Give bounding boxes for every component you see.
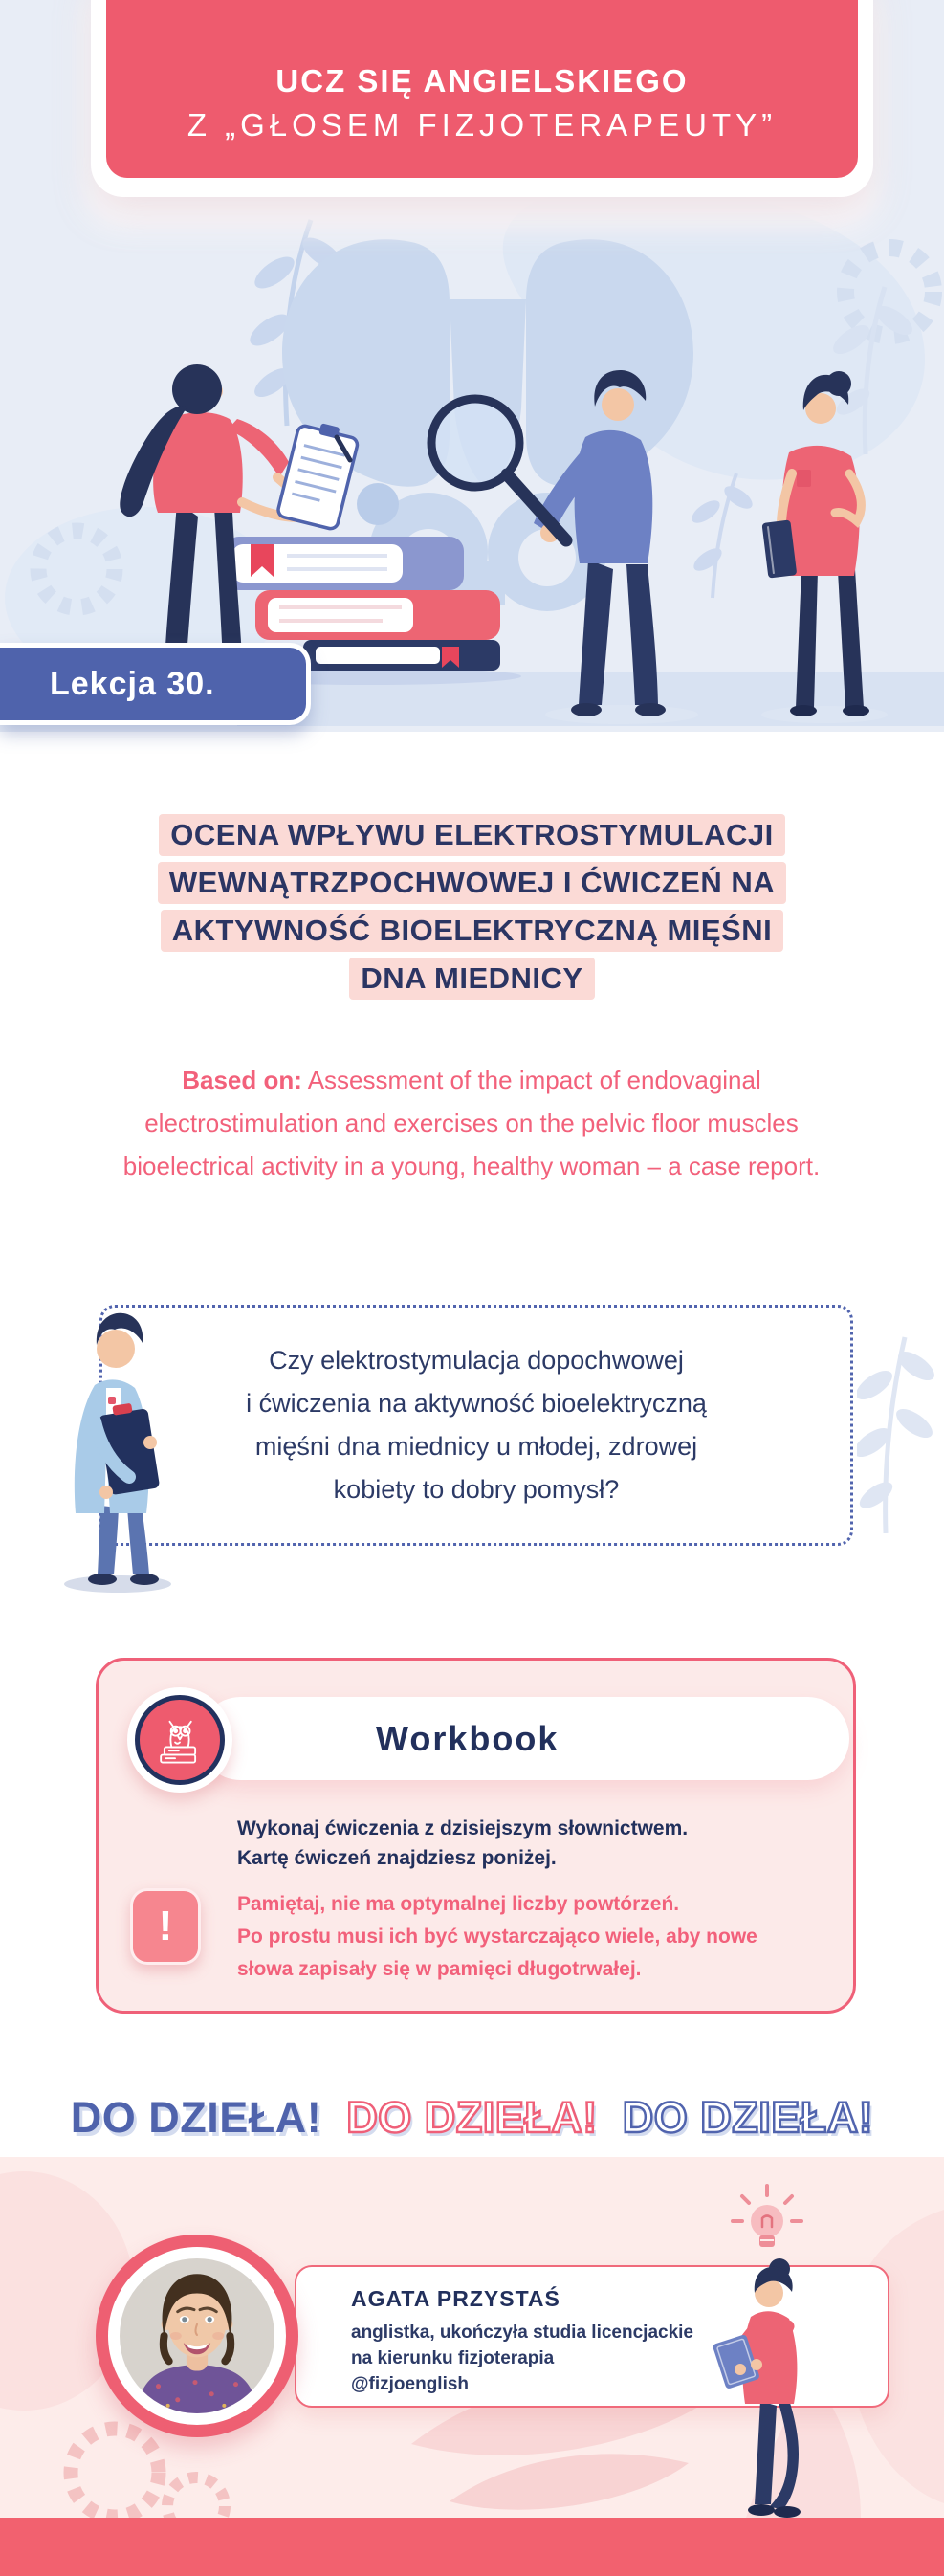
author-portrait: [120, 2258, 274, 2413]
based-on-label: Based on:: [182, 1066, 302, 1094]
title-line: WEWNĄTRZPOCHWOWEJ I ĆWICZEŃ NA: [158, 862, 786, 904]
question-line: Czy elektrostymulacja dopochwowej: [269, 1346, 684, 1375]
leaf-sprig: [688, 473, 756, 598]
call-to-action: [0, 2093, 944, 2143]
workbook-card: [96, 1658, 856, 2014]
workbook-title-pill: [199, 1697, 849, 1780]
doctor-illustration: [53, 1297, 196, 1596]
workbook-title: Workbook: [376, 1719, 560, 1758]
header-title: UCZ SIĘ ANGIELSKIEGO: [275, 63, 689, 99]
author-bio-line: anglistka, ukończyła studia licencjackie: [351, 2323, 693, 2343]
header-card: [91, 0, 873, 197]
workbook-instructions: [237, 1814, 688, 1873]
author-bio: [351, 2320, 693, 2397]
workbook-note-line: słowa zapisały się w pamięci długotrwałej.: [237, 1958, 642, 1980]
workbook-badge: [127, 1687, 232, 1793]
workbook-note: [237, 1888, 757, 1986]
exclamation-icon: !: [130, 1888, 201, 1965]
author-social-handle: @fizjoenglish: [351, 2374, 470, 2394]
author-name: AGATA PRZYSTAŚ: [351, 2286, 560, 2311]
question-line: kobiety to dobry pomysł?: [333, 1475, 620, 1504]
lightbulb-icon: [723, 2181, 811, 2263]
question-line: mięśni dna miednicy u młodej, zdrowej: [254, 1432, 698, 1461]
workbook-note-line: Pamiętaj, nie ma optymalnej liczby powtórzeń.: [237, 1893, 680, 1915]
header-subtitle: Z „GŁOSEM FIZJOTERAPEUTY”: [187, 107, 778, 143]
title-line: AKTYWNOŚĆ BIOELEKTRYCZNĄ MIĘŚNI: [161, 910, 783, 952]
workbook-instruction-line: Kartę ćwiczeń znajdziesz poniżej.: [237, 1847, 557, 1869]
bottom-bar: [0, 2518, 944, 2576]
leaf-decoration: [857, 1309, 944, 1533]
question-line: i ćwiczenia na aktywność bioelektryczną: [246, 1389, 707, 1418]
cta-item: DO DZIEŁA!: [622, 2093, 874, 2142]
lesson-badge: Lekcja 30.: [0, 643, 311, 725]
author-avatar: [96, 2235, 298, 2437]
workbook-instruction-line: Wykonaj ćwiczenia z dzisiejszym słownictwem.: [237, 1817, 689, 1839]
header-red-panel: [106, 0, 858, 178]
question-box: [99, 1305, 853, 1546]
author-bio-line: na kierunku fizjoterapia: [351, 2348, 555, 2368]
cta-item: DO DZIEŁA!: [70, 2093, 322, 2142]
owl-on-books-icon: [150, 1710, 209, 1770]
cta-item: DO DZIEŁA!: [346, 2093, 598, 2142]
main-title: [0, 811, 944, 1002]
based-on-text: Assessment of the impact of endovaginal electrostimulation and exercises on the pelvic floor muscles bioelectrical activity in a young, healthy woman – a case report.: [122, 1066, 821, 1180]
title-line: OCENA WPŁYWU ELEKTROSTYMULACJI: [159, 814, 784, 856]
reading-woman-illustration: [701, 2257, 846, 2520]
title-line: DNA MIEDNICY: [349, 958, 594, 1000]
workbook-note-line: Po prostu musi ich być wystarczająco wiele, aby nowe: [237, 1926, 757, 1948]
based-on-paragraph: [99, 1059, 845, 1188]
